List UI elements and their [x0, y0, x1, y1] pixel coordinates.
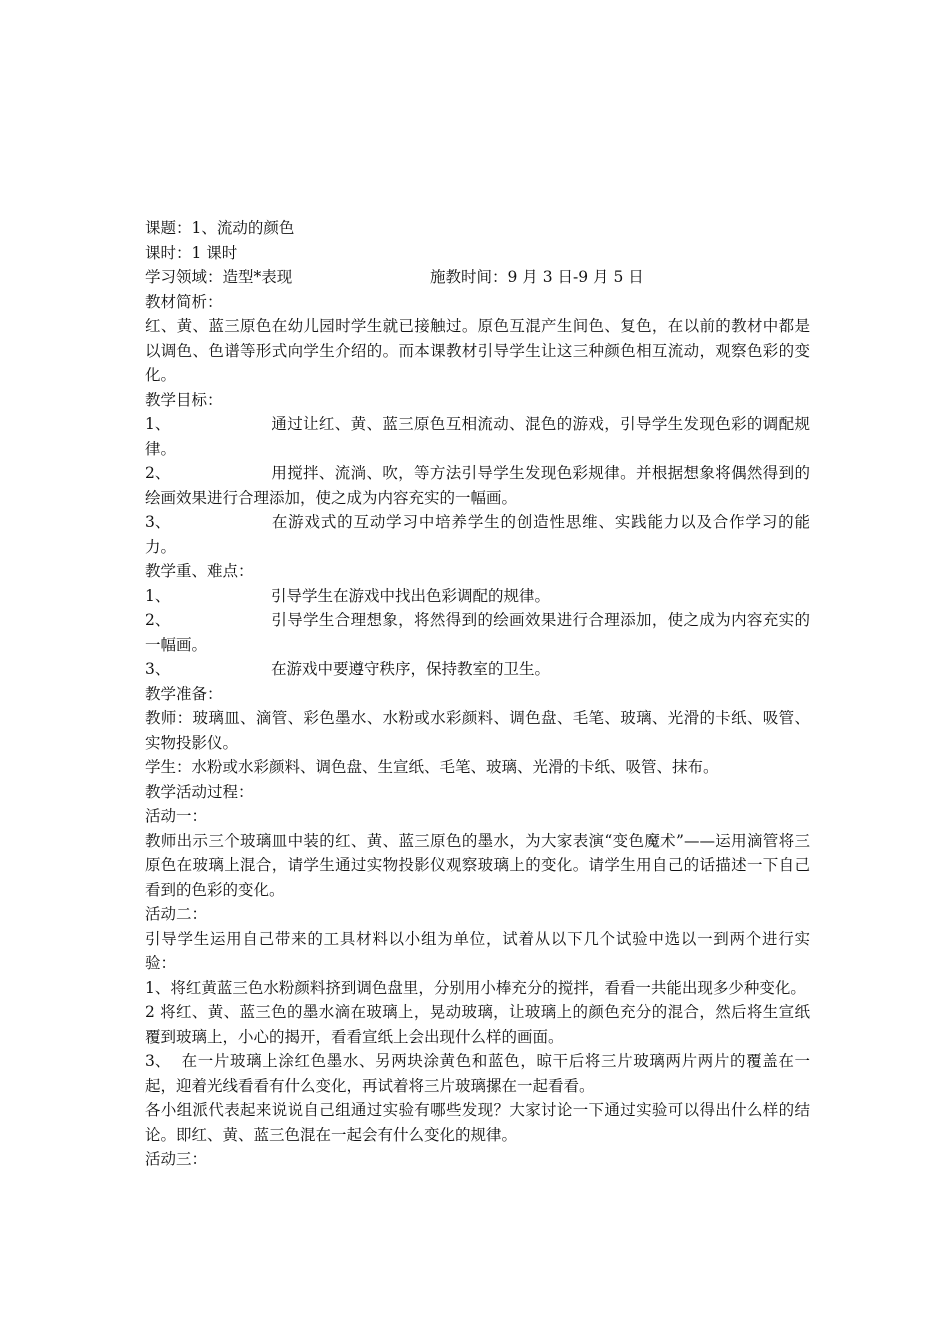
learning-domain: 学习领域：造型*表现 [145, 268, 293, 286]
keypoint-text: 在游戏中要遵守秩序，保持教室的卫生。 [271, 660, 551, 678]
prep-student: 学生：水粉或水彩颜料、调色盘、生宣纸、毛笔、玻璃、光滑的卡纸、吸管、抹布。 [145, 758, 719, 776]
keypoint-number: 1、 [145, 586, 171, 605]
goal-text: 在游戏式的互动学习中培养学生的创造性思维、实践能力以及合作学习的能力。 [145, 513, 810, 556]
keypoint-item [145, 657, 810, 682]
goal-item [145, 510, 810, 559]
domain-schedule-row [145, 265, 810, 290]
analysis-heading: 教材简析： [145, 292, 223, 311]
activity1-heading: 活动一： [145, 807, 208, 825]
goal-number: 1、 [145, 415, 171, 433]
keypoint-item [145, 584, 810, 609]
analysis-text: 红、黄、蓝三原色在幼儿园时学生就已接触过。原色互混产生间色、复色，在以前的教材中都是以调色、色谱等形式向学生介绍的。而本课教材引导学生让这三种颜色相互流动，观察色彩的变化。 [145, 317, 810, 384]
lesson-plan-body [145, 216, 810, 1172]
experiment-2: 2 将红、黄、蓝三色的墨水滴在玻璃上，晃动玻璃，让玻璃上的颜色充分的混合，然后将生宣纸覆到玻璃上，小心的揭开，看看宣纸上会出现什么样的画面。 [145, 1003, 810, 1046]
experiment-3-text: 在一片玻璃上涂红色墨水、另两块涂黄色和蓝色，晾干后将三片玻璃两片两片的覆盖在一起，迎着光线看看有什么变化，再试着将三片玻璃摞在一起看看。 [145, 1052, 810, 1095]
experiment-3-number: 3、 [145, 1052, 171, 1070]
experiment-3 [145, 1049, 810, 1098]
goal-item [145, 461, 810, 510]
goal-number: 3、 [145, 513, 171, 531]
keypoints-heading: 教学重、难点： [145, 562, 254, 580]
goals-heading: 教学目标： [145, 390, 223, 409]
activity2-heading: 活动二： [145, 905, 208, 923]
activity2-summary: 各小组派代表起来说说自己组通过实验有哪些发现？大家讨论一下通过实验可以得出什么样的结论。即红、黄、蓝三色混在一起会有什么变化的规律。 [145, 1101, 810, 1144]
activity2-intro: 引导学生运用自己带来的工具材料以小组为单位，试着从以下几个试验中选以一到两个进行实验： [145, 929, 810, 972]
lesson-title: 课题：1、流动的颜色 [145, 219, 295, 237]
goal-number: 2、 [145, 464, 171, 482]
prep-teacher: 教师：玻璃皿、滴管、彩色墨水、水粉或水彩颜料、调色盘、毛笔、玻璃、光滑的卡纸、吸管、实物投影仪。 [145, 709, 810, 752]
activity1-text: 教师出示三个玻璃皿中装的红、黄、蓝三原色的墨水，为大家表演“变色魔术”——运用滴管将三原色在玻璃上混合，请学生通过实物投影仪观察玻璃上的变化。请学生用自己的话描述一下自己看到的色彩的变化。 [145, 831, 810, 899]
keypoint-text: 引导学生合理想象，将然得到的绘画效果进行合理添加，使之成为内容充实的一幅画。 [145, 611, 810, 654]
prep-heading: 教学准备： [145, 684, 223, 703]
keypoint-number: 2、 [145, 611, 171, 629]
goal-item [145, 412, 810, 461]
keypoint-number: 3、 [145, 660, 171, 678]
keypoint-text: 引导学生在游戏中找出色彩调配的规律。 [271, 586, 551, 605]
goal-text: 用搅拌、流淌、吹，等方法引导学生发现色彩规律。并根据想象将偶然得到的绘画效果进行合理添加，使之成为内容充实的一幅画。 [145, 464, 810, 507]
lesson-hours: 课时：1 课时 [145, 243, 238, 262]
goal-text: 通过让红、黄、蓝三原色互相流动、混色的游戏，引导学生发现色彩的调配规律。 [145, 415, 810, 458]
activity3-heading: 活动三： [145, 1150, 208, 1168]
keypoint-item [145, 608, 810, 657]
process-heading: 教学活动过程： [145, 782, 254, 801]
teaching-schedule: 施教时间：9 月 3 日-9 月 5 日 [430, 268, 644, 286]
experiment-1: 1、将红黄蓝三色水粉颜料挤到调色盘里，分别用小棒充分的搅拌，看看一共能出现多少种变化。 [145, 978, 806, 997]
